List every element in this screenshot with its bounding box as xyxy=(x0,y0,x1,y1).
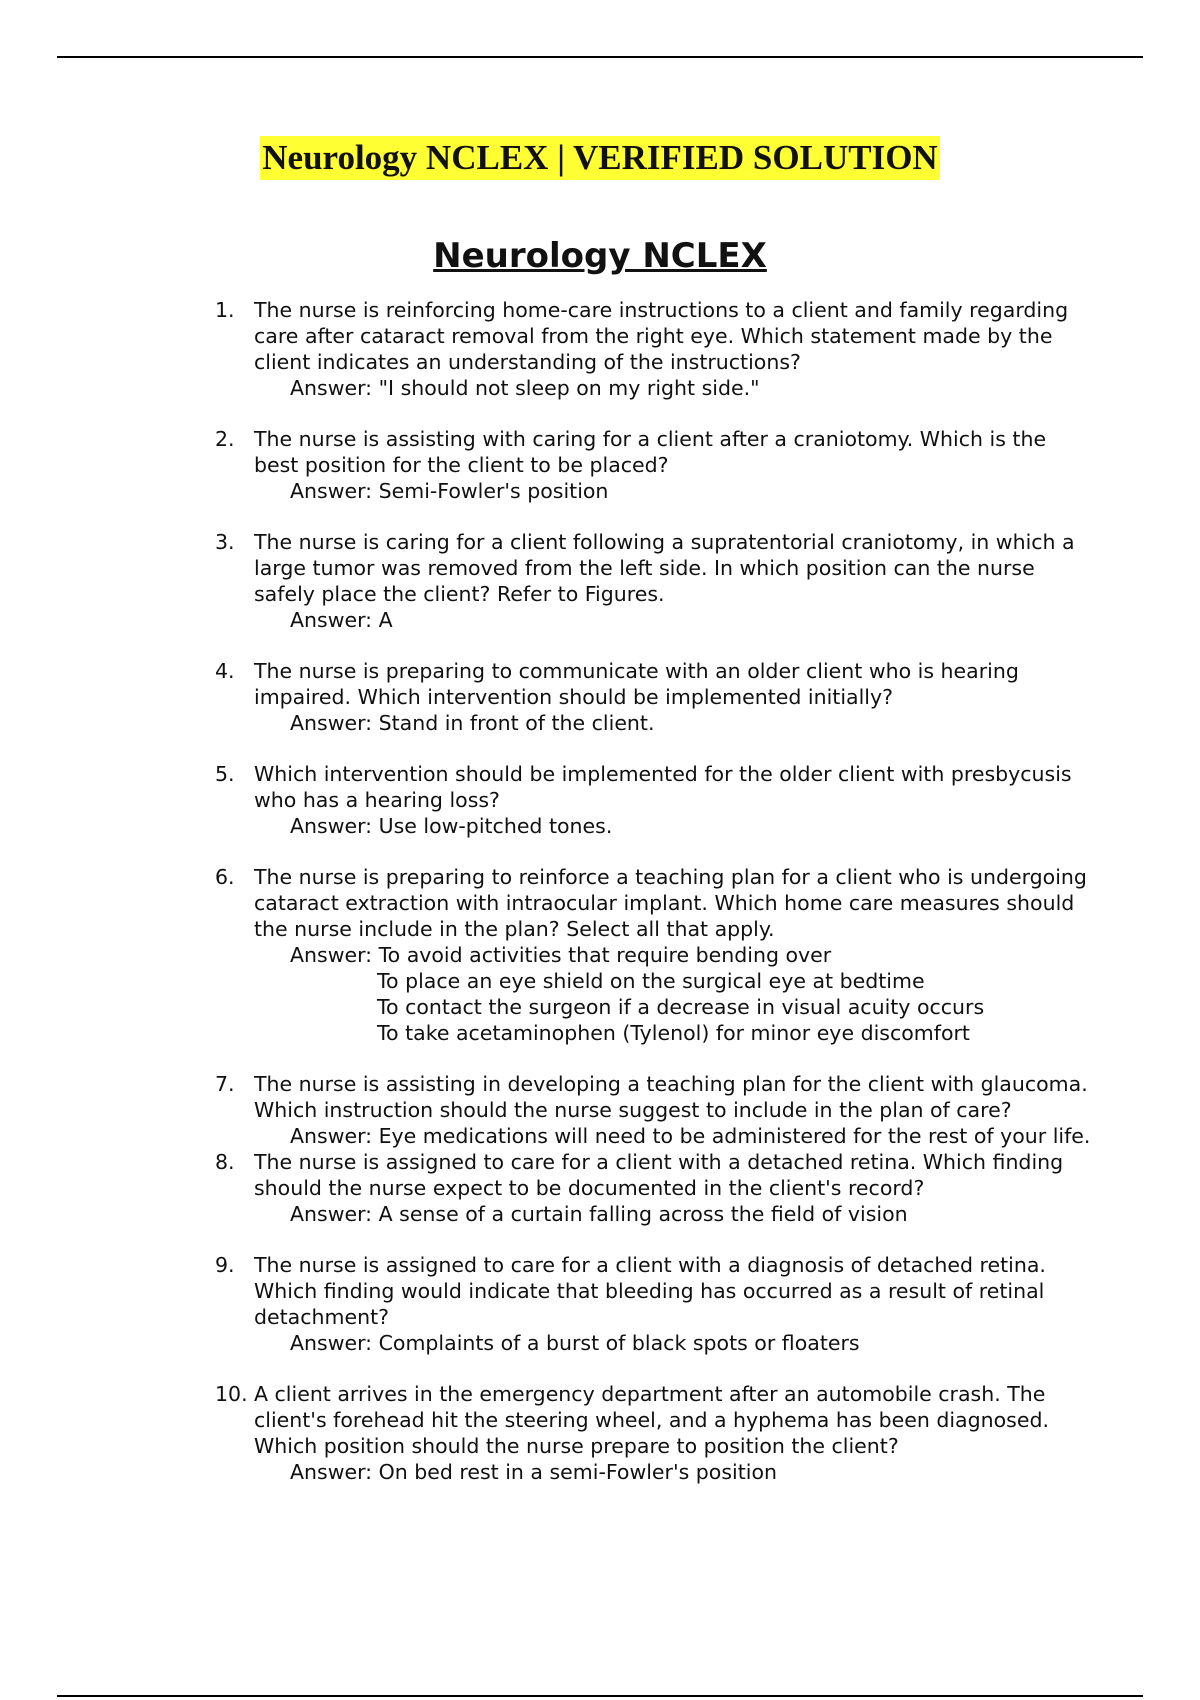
answer-text: Use low-pitched tones. xyxy=(378,814,613,838)
question-item xyxy=(215,761,1095,839)
answer-line xyxy=(254,375,1095,401)
question-text: Which intervention should be implemented for the older client with presbycusis who has a hearing loss? xyxy=(254,762,1072,812)
question-text: The nurse is preparing to reinforce a teaching plan for a client who is undergoing cataract extraction with intraocular implant. Which home care measures should the nurse include in the plan? Select all that apply. xyxy=(254,865,1087,941)
document-title: Neurology NCLEX xyxy=(433,236,767,276)
question-text: A client arrives in the emergency department after an automobile crash. The client's forehead hit the steering wheel, and a hyphema has been diagnosed. Which position should the nurse prepare to position the client? xyxy=(254,1382,1049,1458)
answer-line xyxy=(254,1201,1095,1227)
answer-text: Stand in front of the client. xyxy=(378,711,655,735)
question-list xyxy=(215,297,1095,1510)
answer-text: To place an eye shield on the surgical eye at bedtime xyxy=(377,969,925,993)
answer-line xyxy=(254,1123,1095,1149)
question-item xyxy=(215,1381,1095,1485)
question-text: The nurse is assigned to care for a client with a detached retina. Which finding should the nurse expect to be documented in the client's record? xyxy=(254,1150,1064,1200)
answer-line xyxy=(254,1459,1095,1485)
question-text: The nurse is reinforcing home-care instructions to a client and family regarding care after cataract removal from the right eye. Which statement made by the client indicates an understanding of the instructions? xyxy=(254,298,1069,374)
answer-line xyxy=(254,478,1095,504)
answer-text: "I should not sleep on my right side." xyxy=(378,376,760,400)
answer-line xyxy=(254,710,1095,736)
answer-line xyxy=(254,1330,1095,1356)
question-text: The nurse is preparing to communicate with an older client who is hearing impaired. Which intervention should be implemented initially? xyxy=(254,659,1019,709)
answer-label: Answer: xyxy=(290,1460,373,1484)
answer-line xyxy=(254,942,1095,968)
answer-text: To contact the surgeon if a decrease in visual acuity occurs xyxy=(377,995,985,1019)
question-item xyxy=(215,297,1095,401)
question-item xyxy=(215,1071,1095,1149)
answer-label: Answer: xyxy=(290,1331,373,1355)
answer-text: Semi-Fowler's position xyxy=(378,479,609,503)
question-number: 6. xyxy=(215,865,235,889)
answer-continuation xyxy=(254,994,1095,1020)
answer-label: Answer: xyxy=(290,943,373,967)
question-text: The nurse is assigned to care for a client with a diagnosis of detached retina. Which finding would indicate that bleeding has occurred as a result of retinal detachment? xyxy=(254,1253,1046,1329)
answer-label: Answer: xyxy=(290,711,373,735)
question-number: 4. xyxy=(215,659,235,683)
question-text: The nurse is assisting in developing a teaching plan for the client with glaucoma. Which instruction should the nurse suggest to include in the plan of care? xyxy=(254,1072,1088,1122)
question-number: 10. xyxy=(215,1382,248,1406)
question-text: The nurse is caring for a client following a supratentorial craniotomy, in which a large tumor was removed from the left side. In which position can the nurse safely place the client? Refer to Figures. xyxy=(254,530,1075,606)
answer-label: Answer: xyxy=(290,608,373,632)
question-item xyxy=(215,426,1095,504)
document-banner: Neurology NCLEX | VERIFIED SOLUTION xyxy=(260,136,939,180)
question-number: 5. xyxy=(215,762,235,786)
question-number: 8. xyxy=(215,1150,235,1174)
answer-text: To take acetaminophen (Tylenol) for minor eye discomfort xyxy=(377,1021,970,1045)
answer-text: Complaints of a burst of black spots or floaters xyxy=(378,1331,860,1355)
answer-text: A sense of a curtain falling across the field of vision xyxy=(378,1202,908,1226)
answer-label: Answer: xyxy=(290,1202,373,1226)
answer-line xyxy=(254,607,1095,633)
answer-label: Answer: xyxy=(290,1124,373,1148)
answer-line xyxy=(254,813,1095,839)
question-number: 2. xyxy=(215,427,235,451)
bottom-rule xyxy=(57,1695,1143,1697)
banner-container xyxy=(0,136,1200,180)
question-item xyxy=(215,1252,1095,1356)
answer-label: Answer: xyxy=(290,376,373,400)
question-number: 1. xyxy=(215,298,235,322)
answer-label: Answer: xyxy=(290,479,373,503)
question-item xyxy=(215,864,1095,1046)
question-number: 9. xyxy=(215,1253,235,1277)
question-number: 3. xyxy=(215,530,235,554)
question-number: 7. xyxy=(215,1072,235,1096)
top-rule xyxy=(57,56,1143,58)
question-item xyxy=(215,529,1095,633)
answer-text: A xyxy=(378,608,393,632)
answer-label: Answer: xyxy=(290,814,373,838)
question-item xyxy=(215,658,1095,736)
question-item xyxy=(215,1149,1095,1227)
answer-text: Eye medications will need to be administered for the rest of your life. xyxy=(378,1124,1091,1148)
answer-text: To avoid activities that require bending over xyxy=(378,943,832,967)
question-text: The nurse is assisting with caring for a client after a craniotomy. Which is the best position for the client to be placed? xyxy=(254,427,1047,477)
answer-continuation xyxy=(254,968,1095,994)
answer-continuation xyxy=(254,1020,1095,1046)
answer-text: On bed rest in a semi-Fowler's position xyxy=(378,1460,777,1484)
